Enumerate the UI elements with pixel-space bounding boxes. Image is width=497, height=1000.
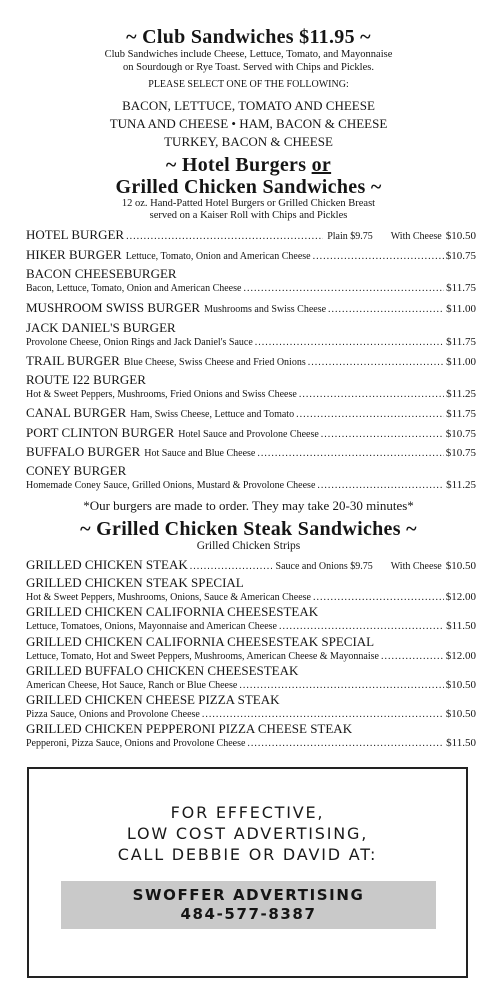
- item-plain-price: Sauce and Onions $9.75: [275, 561, 373, 572]
- item-price: $11.50: [446, 737, 476, 749]
- item-description: Homemade Coney Sauce, Grilled Onions, Mustard & Provolone Cheese: [26, 480, 316, 491]
- item-price: $11.75: [446, 408, 476, 420]
- item-price: $10.75: [445, 447, 476, 459]
- menu-item-grilled-chicken-california-cheesesteak: [26, 604, 476, 632]
- leader-dots: [243, 283, 444, 294]
- leader-dots: [247, 738, 444, 749]
- menu-item-grilled-chicken-pepperoni-pizza-cheese-steak: [26, 721, 476, 749]
- menu-item-hiker-burger: [26, 247, 476, 263]
- menu-item-buffalo-burger: [26, 444, 476, 460]
- item-plain-price: Plain $9.75: [327, 231, 373, 242]
- leader-dots: [308, 357, 444, 368]
- menu-item-coney-burger: [26, 463, 476, 491]
- item-description: Provolone Cheese, Onion Rings and Jack Daniel's Sauce: [26, 337, 253, 348]
- item-price: $10.50: [445, 230, 476, 242]
- item-description: Hot Sauce and Blue Cheese: [144, 448, 256, 459]
- club-select-prompt: PLEASE SELECT ONE OF THE FOLLOWING:: [148, 79, 349, 90]
- item-description: Lettuce, Tomato, Hot and Sweet Peppers, Mushrooms, American Cheese & Mayonnaise: [26, 651, 379, 662]
- item-name: CONEY BURGER: [26, 463, 127, 478]
- menu-item-mushroom-swiss-burger: [26, 300, 476, 316]
- item-price: $12.00: [445, 650, 476, 662]
- menu-item-grilled-buffalo-chicken-cheesesteak: [26, 663, 476, 691]
- item-name: TRAIL BURGER: [26, 353, 120, 368]
- item-description: Lettuce, Tomatoes, Onions, Mayonnaise and American Cheese: [26, 621, 277, 632]
- item-name: GRILLED CHICKEN PEPPERONI PIZZA CHEESE STEAK: [26, 721, 353, 736]
- leader-dots: [317, 480, 444, 491]
- item-description: Pepperoni, Pizza Sauce, Onions and Provolone Cheese: [26, 738, 246, 749]
- leader-dots: [257, 448, 443, 459]
- item-name: PORT CLINTON BURGER: [26, 425, 175, 440]
- item-price: $12.00: [445, 591, 476, 603]
- item-description: Mushrooms and Swiss Cheese: [204, 304, 327, 315]
- leader-dots: [321, 429, 444, 440]
- ad-line-3: CALL DEBBIE OR DAVID AT:: [117, 845, 378, 864]
- burgers-subtitle-2: served on a Kaiser Roll with Chips and Pickles: [149, 210, 348, 221]
- leader-dots: [202, 709, 444, 720]
- item-description: Lettuce, Tomato, Onion and American Cheese: [125, 251, 311, 262]
- item-name: ROUTE I22 BURGER: [26, 372, 146, 387]
- ad-line-2: LOW COST ADVERTISING,: [126, 824, 369, 843]
- burgers-heading: [0, 154, 497, 222]
- item-description: Blue Cheese, Swiss Cheese and Fried Onions: [123, 357, 306, 368]
- leader-dots: [381, 651, 444, 662]
- leader-dots: [328, 304, 444, 315]
- advertiser-contact-box: [61, 881, 436, 929]
- club-description-line-1: Club Sandwiches include Cheese, Lettuce, Tomato, and Mayonnaise: [104, 49, 393, 60]
- item-price: $11.25: [446, 388, 476, 400]
- item-price: $10.50: [445, 708, 476, 720]
- menu-item-port-clinton-burger: [26, 425, 476, 441]
- leader-dots: [299, 389, 444, 400]
- item-name: MUSHROOM SWISS BURGER: [26, 300, 201, 315]
- menu-item-grilled-chicken-steak-special: [26, 575, 476, 603]
- menu-item-grilled-chicken-california-cheesesteak-special: [26, 634, 476, 662]
- item-name: CANAL BURGER: [26, 405, 127, 420]
- burgers-title-line-2: Grilled Chicken Sandwiches ~: [115, 176, 382, 198]
- item-price: $11.25: [446, 479, 476, 491]
- menu-item-grilled-chicken-steak: [26, 557, 476, 573]
- leader-dots: [279, 621, 444, 632]
- item-name: BUFFALO BURGER: [26, 444, 141, 459]
- item-price: $10.75: [445, 250, 476, 262]
- item-description: Pizza Sauce, Onions and Provolone Cheese: [26, 709, 200, 720]
- item-name: JACK DANIEL'S BURGER: [26, 320, 176, 335]
- leader-dots: [296, 409, 444, 420]
- item-price: $10.50: [445, 560, 476, 572]
- item-price: $10.50: [445, 679, 476, 691]
- item-name: HOTEL BURGER: [26, 227, 125, 242]
- menu-item-hotel-burger: [26, 227, 476, 243]
- item-name: GRILLED CHICKEN STEAK SPECIAL: [26, 575, 244, 590]
- leader-dots: [255, 337, 444, 348]
- advertiser-phone: 484-577-8387: [180, 905, 317, 923]
- advertising-box: [27, 767, 468, 978]
- item-name: GRILLED CHICKEN CHEESE PIZZA STEAK: [26, 692, 280, 707]
- item-price: $11.00: [446, 303, 476, 315]
- item-price: $11.75: [446, 336, 476, 348]
- chicken-subtitle: Grilled Chicken Strips: [196, 540, 301, 552]
- item-description: Hotel Sauce and Provolone Cheese: [178, 429, 319, 440]
- menu-item-grilled-chicken-cheese-pizza-steak: [26, 692, 476, 720]
- item-name: HIKER BURGER: [26, 247, 122, 262]
- menu-item-bacon-cheeseburger: [26, 266, 476, 294]
- item-name: GRILLED BUFFALO CHICKEN CHEESESTEAK: [26, 663, 299, 678]
- item-name: BACON CHEESEBURGER: [26, 266, 177, 281]
- menu-item-canal-burger: [26, 405, 476, 421]
- item-description: Bacon, Lettuce, Tomato, Onion and American Cheese: [26, 283, 242, 294]
- burgers-subtitle-1: 12 oz. Hand-Patted Hotel Burgers or Grilled Chicken Breast: [121, 198, 376, 209]
- leader-dots: [190, 561, 272, 572]
- leader-dots: [313, 251, 444, 262]
- menu-item-trail-burger: [26, 353, 476, 369]
- ad-line-1: FOR EFFECTIVE,: [170, 803, 325, 822]
- item-description: Ham, Swiss Cheese, Lettuce and Tomato: [130, 409, 295, 420]
- menu-item-jack-daniels-burger: [26, 320, 476, 348]
- club-sandwiches-section: [0, 26, 497, 151]
- advertiser-name: SWOFFER ADVERTISING: [132, 886, 365, 904]
- menu-item-route-122-burger: [26, 372, 476, 400]
- club-title: ~ Club Sandwiches $11.95 ~: [126, 26, 371, 48]
- burgers-title-line-1: ~ Hotel Burgers or: [165, 154, 332, 176]
- club-description-line-2: on Sourdough or Rye Toast. Served with Chips and Pickles.: [123, 62, 374, 73]
- chicken-heading: [0, 518, 497, 553]
- item-option: With Cheese: [390, 231, 442, 242]
- item-description: American Cheese, Hot Sauce, Ranch or Blue Cheese: [26, 680, 238, 691]
- club-option: BACON, LETTUCE, TOMATO AND CHEESE: [122, 98, 375, 113]
- item-description: Hot & Sweet Peppers, Mushrooms, Onions, Sauce & American Cheese: [26, 592, 311, 603]
- advertising-text: [29, 802, 466, 865]
- item-price: $10.75: [445, 428, 476, 440]
- item-option: With Cheese: [390, 561, 442, 572]
- title-or: or: [311, 154, 332, 176]
- item-price: $11.00: [446, 356, 476, 368]
- club-option: TURKEY, BACON & CHEESE: [164, 134, 333, 149]
- club-option: TUNA AND CHEESE • HAM, BACON & CHEESE: [109, 116, 388, 131]
- item-description: Hot & Sweet Peppers, Mushrooms, Fried Onions and Swiss Cheese: [26, 389, 297, 400]
- item-name: GRILLED CHICKEN STEAK: [26, 557, 188, 572]
- leader-dots: [313, 592, 444, 603]
- club-options: [0, 97, 497, 151]
- item-name: GRILLED CHICKEN CALIFORNIA CHEESESTEAK: [26, 604, 319, 619]
- burgers-note: *Our burgers are made to order. They may take 20-30 minutes*: [83, 498, 414, 513]
- item-name: GRILLED CHICKEN CALIFORNIA CHEESESTEAK SPECIAL: [26, 634, 375, 649]
- chicken-title: ~ Grilled Chicken Steak Sandwiches ~: [80, 518, 417, 540]
- item-price: $11.75: [446, 282, 476, 294]
- leader-dots: [126, 231, 323, 242]
- item-price: $11.50: [446, 620, 476, 632]
- leader-dots: [239, 680, 443, 691]
